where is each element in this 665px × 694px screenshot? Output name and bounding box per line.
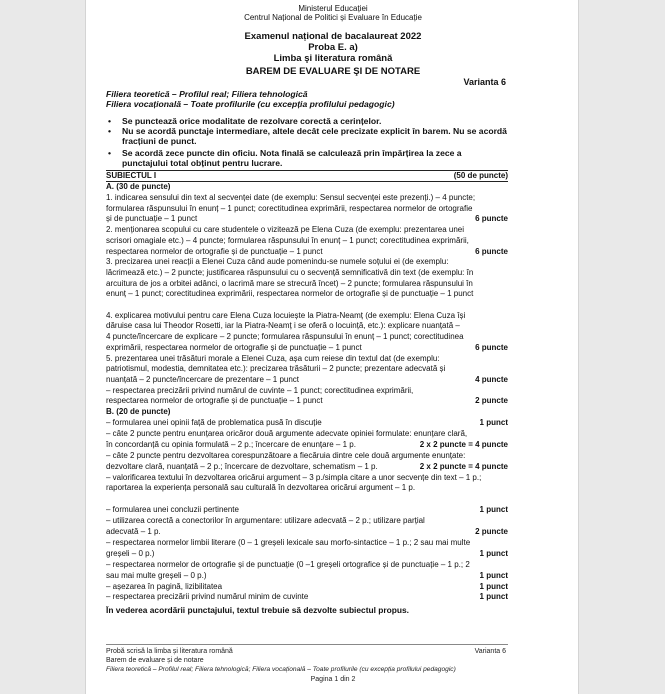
criterion-line	[106, 560, 508, 570]
variant-label: Varianta 6	[463, 77, 506, 87]
ministry-header: Ministerul Educației	[298, 4, 368, 13]
criterion-text: 5. prezentarea unei trăsături morale a Elenei Cuza, așa cum reiese din textul dat (de exemplu:	[106, 353, 440, 363]
criterion-line	[106, 527, 508, 537]
barem-title: BAREM DE EVALUARE ŞI DE NOTARE	[245, 66, 421, 77]
criterion-line	[106, 289, 508, 299]
subject-title: Limba şi literatura română	[273, 53, 393, 64]
criterion-text: și de punctuație – 1 punct	[106, 214, 198, 224]
criterion-text: dezvoltare clară, nuanțată – 2 p.; încercare de dezvoltare, schematism – 1 p.	[106, 461, 378, 471]
criterion-points: 6 puncte	[472, 247, 508, 257]
document-page	[85, 0, 579, 694]
criterion-line	[106, 375, 508, 385]
part-b-title: B. (20 de puncte)	[106, 407, 171, 416]
criterion-points: 6 puncte	[472, 214, 508, 224]
criterion-line	[106, 505, 508, 515]
criterion-points: 6 puncte	[472, 343, 508, 353]
filiera-line-1: Filiera teoretică – Profilul real; Filiera tehnologică	[106, 89, 308, 99]
criterion-line	[106, 483, 508, 493]
criterion-line	[106, 386, 508, 396]
criterion-points: 4 puncte	[472, 375, 508, 385]
criterion-text: – respectarea normelor de ortografie și de punctuație (0 –1 greșeli ortografice și de punctuație – 1 p.; 2	[106, 559, 470, 569]
criterion-text: raportarea la experiența personală sau culturală în dezvoltarea oricărui argument – 1 p.	[106, 483, 416, 493]
criterion-points: 2 x 2 puncte = 4 puncte	[417, 440, 508, 450]
criterion-points: 1 punct	[477, 418, 508, 428]
criterion-text: – câte 2 puncte pentru dezvoltarea corespunzătoare a fiecăruia dintre cele două argumente enunțate:	[106, 450, 466, 460]
criterion-text: 4 puncte/încercare de explicare – 2 puncte; formularea răspunsului în enunț – 1 punct; corectitudinea	[106, 332, 464, 342]
criterion-line	[106, 193, 508, 203]
criterion-line	[106, 364, 508, 374]
criterion-line	[106, 451, 508, 461]
criterion-text: – așezarea în pagină, lizibilitatea	[106, 581, 223, 591]
page-number: Pagina 1 din 2	[310, 676, 356, 683]
criterion-line	[106, 571, 508, 581]
criterion-line	[106, 429, 508, 439]
criterion-text: – respectarea precizării privind numărul de cuvinte – 1 punct; corectitudinea exprimării,	[106, 385, 414, 395]
criterion-line	[106, 236, 508, 246]
criterion-text: adecvată – 1 p.	[106, 527, 161, 536]
criterion-points: 2 x 2 puncte = 4 puncte	[417, 462, 508, 472]
criterion-line	[106, 268, 508, 278]
criterion-points: 1 punct	[477, 549, 508, 559]
criterion-text: 2. menționarea scopului cu care studentele o vizitează pe Elena Cuza (de exemplu: prezentarea unei	[106, 225, 464, 235]
exam-title: Examenul național de bacalaureat 2022	[244, 31, 422, 42]
criterion-points: 2 puncte	[472, 396, 508, 406]
criterion-text: nuanțată – 2 puncte/încercare de prezentare – 1 punct	[106, 374, 300, 384]
criterion-text: enunț – 1 punct; corectitudinea exprimării, respectarea normelor de ortografie și de punctuație – 1 punct	[106, 289, 474, 299]
filiera-line-2: Filiera vocațională – Toate profilurile (cu excepția profilului pedagogic)	[106, 99, 395, 109]
part-a-title: A. (30 de puncte)	[106, 182, 171, 191]
criterion-text: respectarea normelor de ortografie și de punctuație – 1 punct	[106, 396, 323, 406]
criterion-text: – utilizarea corectă a conectorilor în argumentare: utilizare adecvată – 2 p.; utilizare parțial	[106, 516, 425, 526]
criterion-line	[106, 257, 508, 267]
criterion-line	[106, 311, 508, 321]
criterion-text: respectarea normelor de ortografie și de punctuație – 1 punct	[106, 246, 323, 256]
criterion-text: patriotismul, modestia, demnitatea etc.): precizarea trăsăturii – 2 puncte; prezentare adecvată și	[106, 364, 446, 374]
criterion-text: scrisori omagiale etc.) – 4 puncte; formularea răspunsului în enunț – 1 punct; corectitudinea exprimării,	[106, 235, 469, 245]
criterion-text: – respectarea normelor limbii literare (0 – 1 greșeli lexicale sau morfo-sintactice – 1 p.; 2 sau mai multe	[106, 537, 471, 547]
criterion-line	[106, 321, 508, 331]
criterion-line	[106, 516, 508, 526]
criterion-text: 4. explicarea motivului pentru care Elena Cuza locuiește la Piatra-Neamț (de exemplu: Elena Cuza își	[106, 310, 466, 320]
criterion-points: 1 punct	[477, 592, 508, 602]
footer-line-2: Barem de evaluare și de notare	[106, 657, 204, 664]
center-header: Centrul Național de Politici și Evaluare în Educație	[244, 13, 422, 22]
criterion-points: 1 punct	[477, 571, 508, 581]
criterion-line	[106, 538, 508, 548]
criterion-text: – respectarea precizării privind numărul minim de cuvinte	[106, 592, 309, 602]
criterion-line	[106, 582, 508, 592]
rule-bullet: • Se punctează orice modalitate de rezolvare corectă a cerințelor.	[108, 116, 382, 126]
footer-line-3: Filiera teoretică – Profilul real; Filiera tehnologică; Filiera vocațională – Toate profilurile (cu excepția profilului pedagogic)	[106, 666, 456, 673]
final-note: În vederea acordării punctajului, textul trebuie să dezvolte subiectul propus.	[106, 606, 409, 615]
criterion-text: – formularea unei concluzii pertinente	[106, 505, 239, 515]
criterion-text: lăcrimează etc.) – 2 puncte; justificarea răspunsului cu o secvență semnificativă din text (de exemplu: în	[106, 267, 474, 277]
criterion-text: – formularea unei opinii față de problematica pusă în discuție	[106, 418, 322, 427]
criterion-line	[106, 354, 508, 364]
criterion-text: 1. indicarea sensului din text al secvenței date (de exemplu: Sensul secvenței este prezenți.) – 4 puncte;	[106, 193, 476, 202]
criterion-line	[106, 592, 508, 602]
criterion-line	[106, 462, 508, 472]
criterion-text: – câte 2 puncte pentru enunțarea oricăror două argumente adecvate opiniei formulate: enunțare clară,	[106, 428, 468, 438]
rule-bullet: • Se acordă zece puncte din oficiu. Nota finală se calculează prin împărțirea la zece a punctajului total obținut pentru lucrare.	[108, 148, 462, 168]
criterion-line	[106, 396, 508, 406]
footer-variant: Varianta 6	[474, 648, 506, 655]
criterion-line	[106, 204, 508, 214]
criterion-line	[106, 279, 508, 289]
criterion-text: greșeli – 0 p.)	[106, 548, 155, 558]
criterion-points: 1 punct	[477, 582, 508, 592]
proba-title: Proba E. a)	[308, 42, 358, 53]
criterion-text: sau mai multe greșeli – 0 p.)	[106, 570, 207, 580]
criterion-line	[106, 549, 508, 559]
criterion-text: arcuitura de jos a orbitei adânci, o lacrimă mare se strecură încet) – 2 puncte; formularea răspunsului în	[106, 278, 473, 288]
criterion-text: – valorificarea textului în dezvoltarea oricărui argument – 3 p./simpla citare a unor secvențe din text – 1 p.;	[106, 472, 482, 482]
criterion-line	[106, 343, 508, 353]
subject1-heading: SUBIECTUL I (50 de puncte)	[106, 171, 508, 180]
criterion-line	[106, 247, 508, 257]
criterion-line	[106, 473, 508, 483]
criterion-line	[106, 332, 508, 342]
criterion-line	[106, 418, 508, 428]
footer-divider	[106, 644, 508, 645]
criterion-text: formularea răspunsului în enunț – 1 punct; corectitudinea exprimării, respectarea normelor de ortografie	[106, 203, 473, 213]
criterion-line	[106, 440, 508, 450]
criterion-text: 3. precizarea unei reacții a Elenei Cuza când aude pomenindu-se numele soțului ei (de exemplu:	[106, 257, 449, 267]
rule-bullet: • Nu se acordă punctaje intermediare, altele decât cele precizate explicit în barem. Nu se acordă fracțiuni de punct.	[108, 126, 507, 146]
criterion-line	[106, 225, 508, 235]
criterion-text: dăruise casa lui Theodor Rosetti, iar la Piatra-Neamț i se oferă o locuință, etc.): explicare nuanțată –	[106, 321, 460, 331]
criterion-points: 2 puncte	[472, 527, 508, 537]
footer-line-1: Probă scrisă la limba și literatura română	[106, 648, 233, 655]
criterion-text: în concordanță cu opinia formulată – 2 p.; încercare de enunțare – 1 p.	[106, 439, 356, 449]
criterion-points: 1 punct	[477, 505, 508, 515]
criterion-line	[106, 214, 508, 224]
criterion-text: exprimării, respectarea normelor de ortografie și de punctuație – 1 punct	[106, 342, 362, 352]
